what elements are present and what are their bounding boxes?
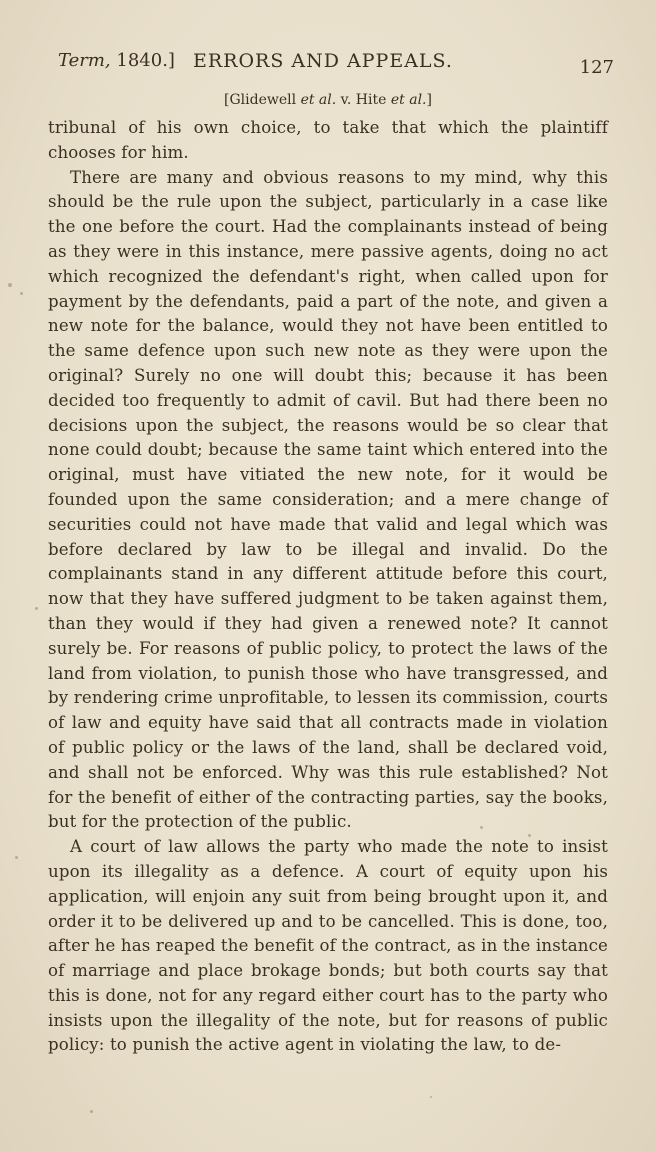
term-label [58, 50, 175, 71]
case-ref-open: [Glidewell [224, 92, 301, 108]
case-reference [0, 92, 656, 108]
case-ref-et-al-1: et al. [300, 92, 337, 108]
case-ref-mid: v. Hite [336, 92, 391, 108]
paragraph-continued: tribunal of his own choice, to take that which the plaintiff chooses for him. [48, 118, 608, 162]
foxing-speck [15, 856, 18, 859]
foxing-speck [430, 1096, 432, 1098]
paragraph-reasons: There are many and obvious reasons to my mind, why this should be the rule upon the subject, particularly in a case like the one before the court. Had the complainants instead of being as they were in this instance, mere passive agents, doing no act which recognized the defendant's right, when called upon for payment by the defendants, paid a part of the note, and given a new note for the balance, would they not have been entitled to the same defence upon such new note as they were upon the original? Surely no one will doubt this; because it has been decided too frequently to admit of cavil. But had there been no decisions upon the subject, the reasons would be so clear that none could doubt; because the same taint which entered into the original, must have vitiated the new note, for it would be founded upon the same consideration; and a mere change of securities could not have made that valid and legal which was before declared by law to be illegal and invalid. Do the complainants stand in any different attitude before this court, now that they have suffered judgment to be taken against them, than they would if they had given a renewed note? It cannot surely be. For reasons of public policy, to protect the laws of the land from violation, to punish those who have transgressed, and by rendering crime unprofitable, to lessen its commission, courts of law and equity have said that all contracts made in violation of public policy or the laws of the land, shall be declared void, and shall not be enforced. Why was this rule established? Not for the benefit of either of the contracting parties, say the books, but for the protection of the public. [48, 167, 608, 832]
term-year: 1840.] [116, 50, 175, 71]
running-title: ERRORS AND APPEALS. [193, 50, 453, 72]
term-word: Term, [58, 50, 111, 71]
case-ref-close: ] [426, 92, 432, 108]
foxing-speck [90, 1110, 93, 1113]
case-ref-et-al-2: et al. [390, 92, 427, 108]
foxing-speck [528, 834, 531, 837]
paragraph-court-of-law: A court of law allows the party who made the note to insist upon its illegality as a defence. A court of equity upon his application, will enjoin any suit from being brought upon it, and order it to be delivered up and to be cancelled. This is done, too, after he has reaped the benefit of the contract, as in the instance of marriage and place brokage bonds; but both courts say that this is done, not for any regard either court has to the party who insists upon the illegality of the note, but for reasons of public policy: to punish the active agent in violating the law, to de- [48, 837, 608, 1055]
page-number: 127 [579, 57, 614, 78]
foxing-speck [480, 826, 483, 829]
foxing-speck [8, 283, 12, 287]
body-text [48, 116, 608, 1058]
foxing-speck [35, 607, 38, 610]
foxing-speck [20, 292, 23, 295]
running-header [58, 50, 614, 82]
